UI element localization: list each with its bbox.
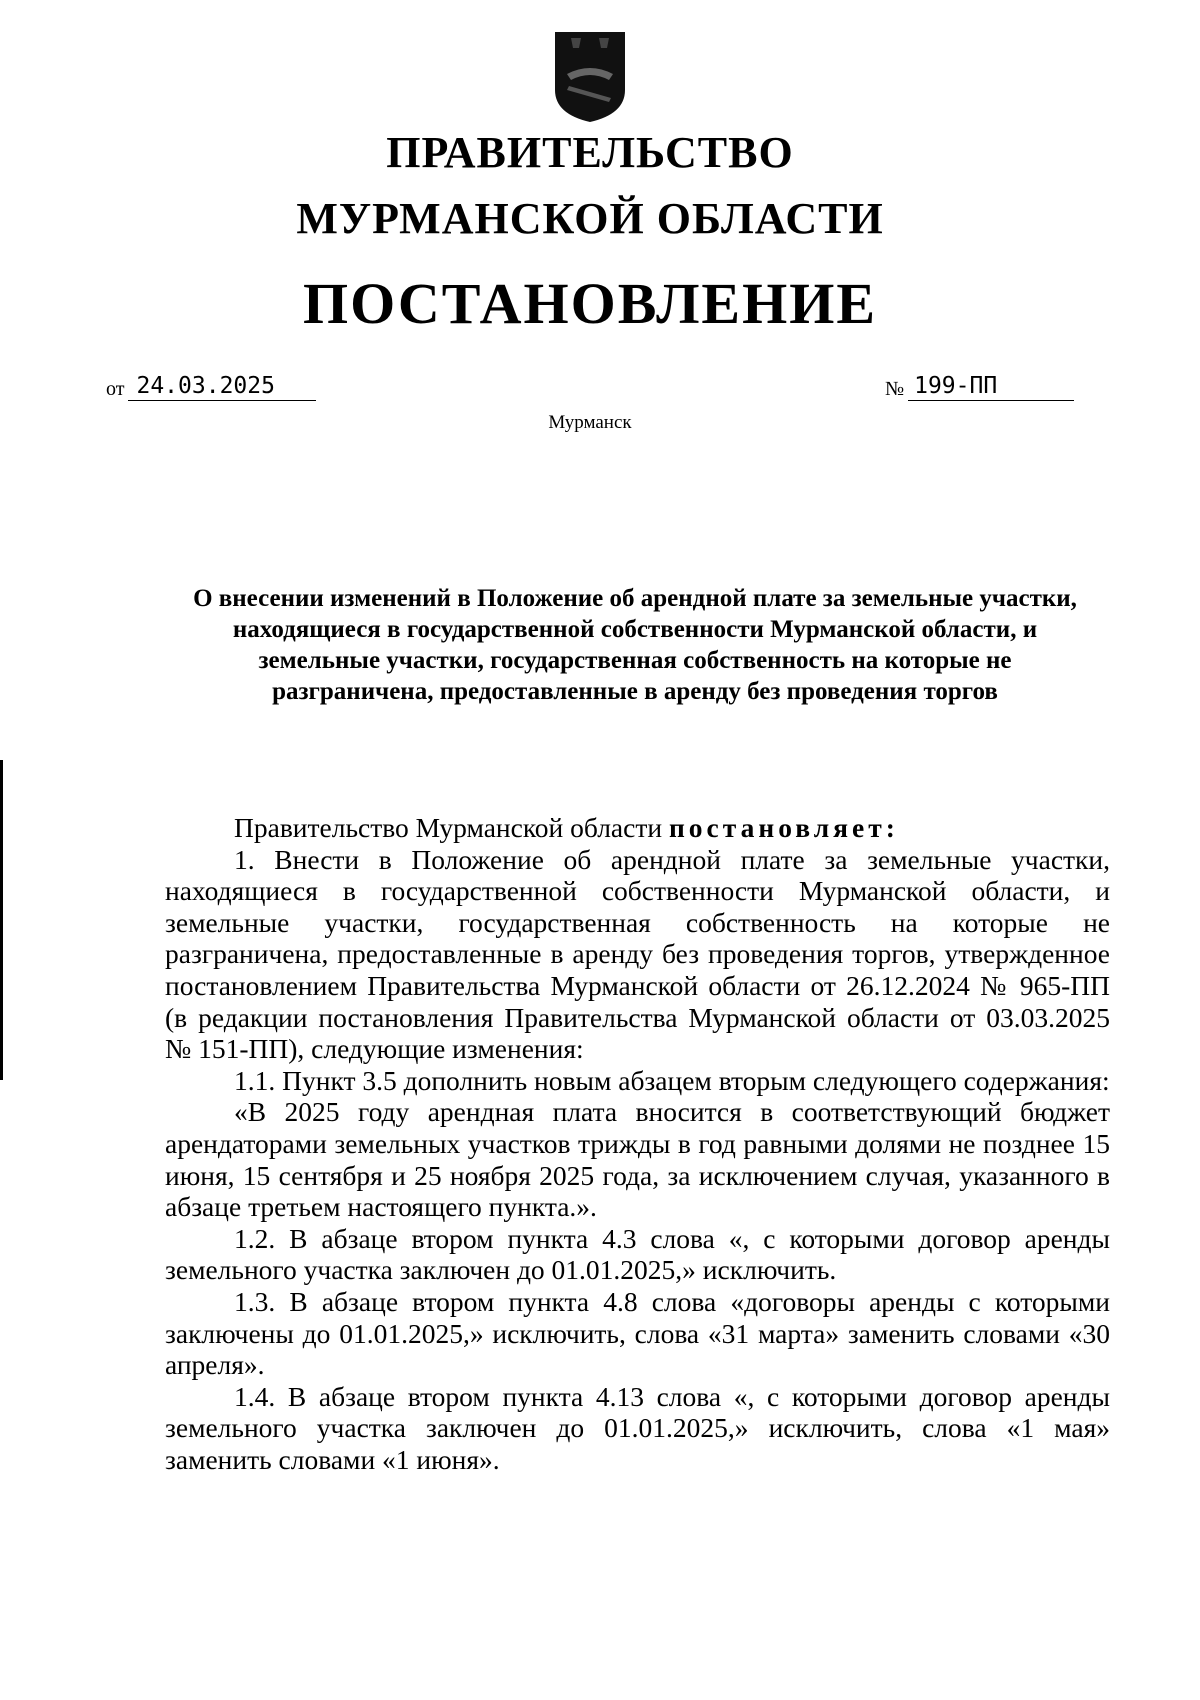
document-number (885, 372, 1074, 401)
paragraph-1: 1. Внести в Положение об арендной плате за земельные участки, находящиеся в государственной собственности Мурманской области, и земельные участки, государственная собственность на которые не разграничена, предоставленные в аренду без проведения торгов, утвержденное постановлением Правительства Мурманской области от 26.12.2024 № 965-ПП (в редакции постановления Правительства Мурманской области от 03.03.2025 № 151-ПП), следующие изменения: (165, 843, 1110, 1065)
document-city: Мурманск (548, 412, 632, 433)
document-type-title: ПОСТАНОВЛЕНИЕ (302, 271, 878, 336)
number-prefix: № (885, 378, 905, 400)
paragraph-1-1: 1.1. Пункт 3.5 дополнить новым абзацем вторым следующего содержания: (234, 1064, 1110, 1096)
paragraph-1-3: 1.3. В абзаце втором пункта 4.8 слова «договоры аренды с которыми заключены до 01.01.2025,» исключить, слова «31 марта» заменить словами «30 апреля». (165, 1285, 1110, 1381)
number-value: 199-ПП (908, 372, 1074, 401)
preamble-decree-word: постановляет: (668, 812, 899, 843)
date-prefix: от (106, 378, 125, 400)
date-value: 24.03.2025 (128, 372, 316, 401)
government-title-line2: МУРМАНСКОЙ ОБЛАСТИ (296, 194, 884, 243)
government-title-line1: ПРАВИТЕЛЬСТВО (386, 128, 794, 177)
document-subject: О внесении изменений в Положение об арендной плате за земельные участки, находящиеся в государственной собственности Мурманской области, и земельные участки, государственная собственность на которые не разграничена, предоставленные в аренду без проведения торгов (193, 585, 1077, 705)
document-date (106, 372, 316, 401)
scan-edge-mark (0, 760, 3, 1080)
document-body (165, 812, 1110, 1475)
paragraph-quote: «В 2025 году арендная плата вносится в соответствующий бюджет арендаторами земельных участков трижды в год равными долями не позднее 15 июня, 15 сентября и 25 ноября 2025 года, за исключением случая, указанного в абзаце третьем настоящего пункта.». (165, 1096, 1110, 1223)
paragraph-1-4: 1.4. В абзаце втором пункта 4.13 слова «, с которыми договор аренды земельного участка заключен до 01.01.2025,» исключить, слова «1 мая» заменить словами «1 июня». (165, 1380, 1110, 1475)
paragraph-1-2: 1.2. В абзаце втором пункта 4.3 слова «, с которыми договор аренды земельного участка заключен до 01.01.2025,» исключить. (165, 1222, 1110, 1286)
preamble (165, 812, 1110, 844)
coat-of-arms-emblem-icon (549, 28, 631, 124)
preamble-text: Правительство Мурманской области (234, 812, 669, 843)
